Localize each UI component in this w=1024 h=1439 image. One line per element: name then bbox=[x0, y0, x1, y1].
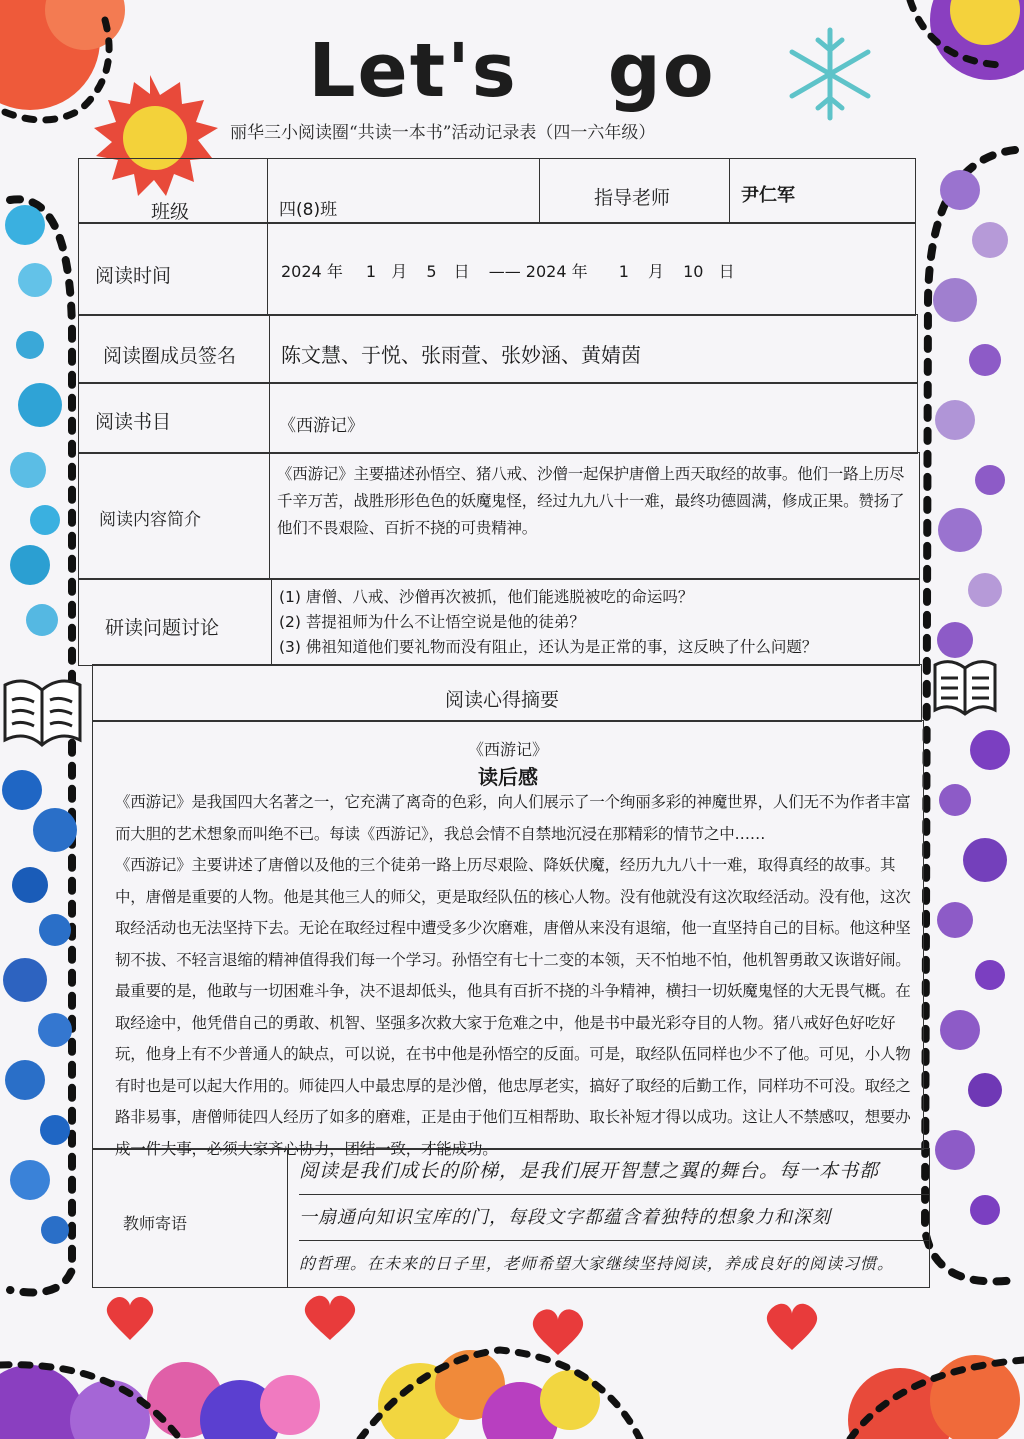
members-value: 陈文慧、于悦、张雨萱、张妙涵、黄婧茵 bbox=[281, 343, 641, 367]
row-summary bbox=[78, 452, 920, 580]
discussion-item: (1) 唐僧、八戒、沙僧再次被抓，他们能逃脱被吃的命运吗？ bbox=[279, 588, 694, 606]
year-unit: 年 bbox=[326, 262, 343, 281]
comment-line: 阅读是我们成长的阶梯，是我们展开智慧之翼的舞台。每一本书都 bbox=[299, 1149, 929, 1195]
book-label: 阅读书目 bbox=[95, 411, 172, 433]
day-unit-2: 日 bbox=[718, 262, 735, 281]
page-title bbox=[0, 28, 1024, 114]
row-class bbox=[78, 158, 916, 224]
teacher-comment-label: 教师寄语 bbox=[123, 1214, 188, 1233]
essay-paragraph: 《西游记》是我国四大名著之一，它充满了离奇的色彩，向人们展示了一个绚丽多彩的神魔世界，人们无不为作者丰富而大胆的艺术想象而叫绝不已。每读《西游记》，我总会情不自禁地沉浸在那精彩的情节之中…… bbox=[115, 793, 911, 843]
reading-time-value bbox=[281, 259, 735, 282]
class-value: 四(8)班 bbox=[279, 200, 338, 220]
row-teacher-comment bbox=[92, 1148, 930, 1288]
end-month: 1 bbox=[618, 262, 629, 281]
row-book bbox=[78, 382, 918, 454]
teacher-comment bbox=[299, 1149, 929, 1286]
teacher-value: 尹仁军 bbox=[741, 185, 795, 206]
class-label: 班级 bbox=[151, 201, 190, 223]
year-unit-2: 年 bbox=[571, 262, 588, 281]
essay-book-title: 《西游记》 bbox=[467, 740, 548, 759]
start-month: 1 bbox=[365, 262, 377, 281]
essay-body bbox=[115, 787, 919, 1165]
start-day: 5 bbox=[426, 262, 437, 281]
discussion-label: 研读问题讨论 bbox=[105, 617, 220, 639]
members-label: 阅读圈成员签名 bbox=[103, 345, 237, 367]
open-book-icon bbox=[5, 681, 80, 745]
row-reading-time bbox=[78, 222, 916, 316]
reading-time-label: 阅读时间 bbox=[95, 265, 172, 287]
discussion-list bbox=[279, 585, 915, 660]
form-subtitle: 丽华三小阅读圈“共读一本书”活动记录表（四一六年级） bbox=[230, 123, 656, 143]
start-year: 2024 bbox=[281, 262, 322, 281]
notes-label: 阅读心得摘要 bbox=[445, 689, 560, 711]
end-year: 2024 bbox=[525, 262, 567, 281]
row-members bbox=[78, 314, 918, 384]
essay-paragraph: 《西游记》主要讲述了唐僧以及他的三个徒弟一路上历尽艰险、降妖伏魔，经历九九八十一难，取得真经的故事。其中，唐僧是重要的人物。他是其他三人的师父，更是取经队伍的核心人物。没有他就没有这次取经活动。没有他，这次取经活动也无法坚持下去。无论在取经过程中遭受多少次磨难，唐僧从来没有退缩，他一直坚持自己的目标。他这种坚韧不拔、不轻言退缩的精神值得我们每一个学习。孙悟空有七十二变的本领，天不怕地不怕，他机智勇敢又诙谐好闹。最重要的是，他敢与一切困难斗争，决不退却低头，他具有百折不挠的斗争精神，横扫一切妖魔鬼怪的大无畏气概。在取经途中，他凭借自己的勇敢、机智、坚强多次救大家于危难之中，他是书中最光彩夺目的人物。猪八戒好色好吃好玩，他身上有不少普通人的缺点，可以说，在书中他是孙悟空的反面。可是，取经队伍同样也少不了他。可见，小人物有时也是可以起大作用的。师徒四人中最忠厚的是沙僧，他忠厚老实，搞好了取经的后勤工作，同样功不可没。取经之路非易事，唐僧师徒四人经历了如多的磨难，正是由于他们互相帮助、取长补短才得以成功。这让人不禁感叹，想要办成一件大事，必须大家齐心协力，团结一致，才能成功。 bbox=[115, 856, 911, 1158]
row-notes-header bbox=[92, 664, 922, 722]
row-essay bbox=[92, 720, 924, 1158]
summary-value: 《西游记》主要描述孙悟空、猪八戒、沙僧一起保护唐僧上西天取经的故事。他们一路上历尽千辛万苦，战胜形形色色的妖魔鬼怪，经过九九八十一难，最终功德圆满，修成正果。赞扬了他们不畏艰险、百折不挠的可贵精神。 bbox=[277, 465, 905, 537]
bottom-clouds bbox=[0, 1350, 1020, 1439]
month-unit-2: 月 bbox=[648, 262, 665, 281]
end-day: 10 bbox=[683, 262, 704, 281]
comment-line: 的哲理。在未来的日子里，老师希望大家继续坚持阅读，养成良好的阅读习惯。 bbox=[299, 1254, 895, 1273]
title-part-2: go bbox=[607, 28, 716, 114]
essay-heading: 读后感 bbox=[478, 765, 538, 789]
heart-icon bbox=[107, 1296, 817, 1355]
teacher-label: 指导老师 bbox=[594, 187, 671, 209]
date-separator: —— bbox=[488, 262, 521, 281]
day-unit: 日 bbox=[453, 262, 470, 281]
open-book-icon bbox=[935, 662, 995, 714]
book-value: 《西游记》 bbox=[279, 416, 364, 436]
title-part-1: Let's bbox=[308, 28, 518, 114]
summary-label: 阅读内容简介 bbox=[99, 510, 201, 530]
discussion-item: (3) 佛祖知道他们要礼物而没有阻止，还认为是正常的事，这反映了什么问题？ bbox=[279, 638, 818, 656]
comment-line: 一扇通向知识宝库的门，每段文字都蕴含着独特的想象力和深刻 bbox=[299, 1195, 929, 1241]
row-discussion bbox=[78, 578, 920, 666]
month-unit: 月 bbox=[391, 262, 408, 281]
discussion-item: (2) 菩提祖师为什么不让悟空说是他的徒弟？ bbox=[279, 613, 585, 631]
